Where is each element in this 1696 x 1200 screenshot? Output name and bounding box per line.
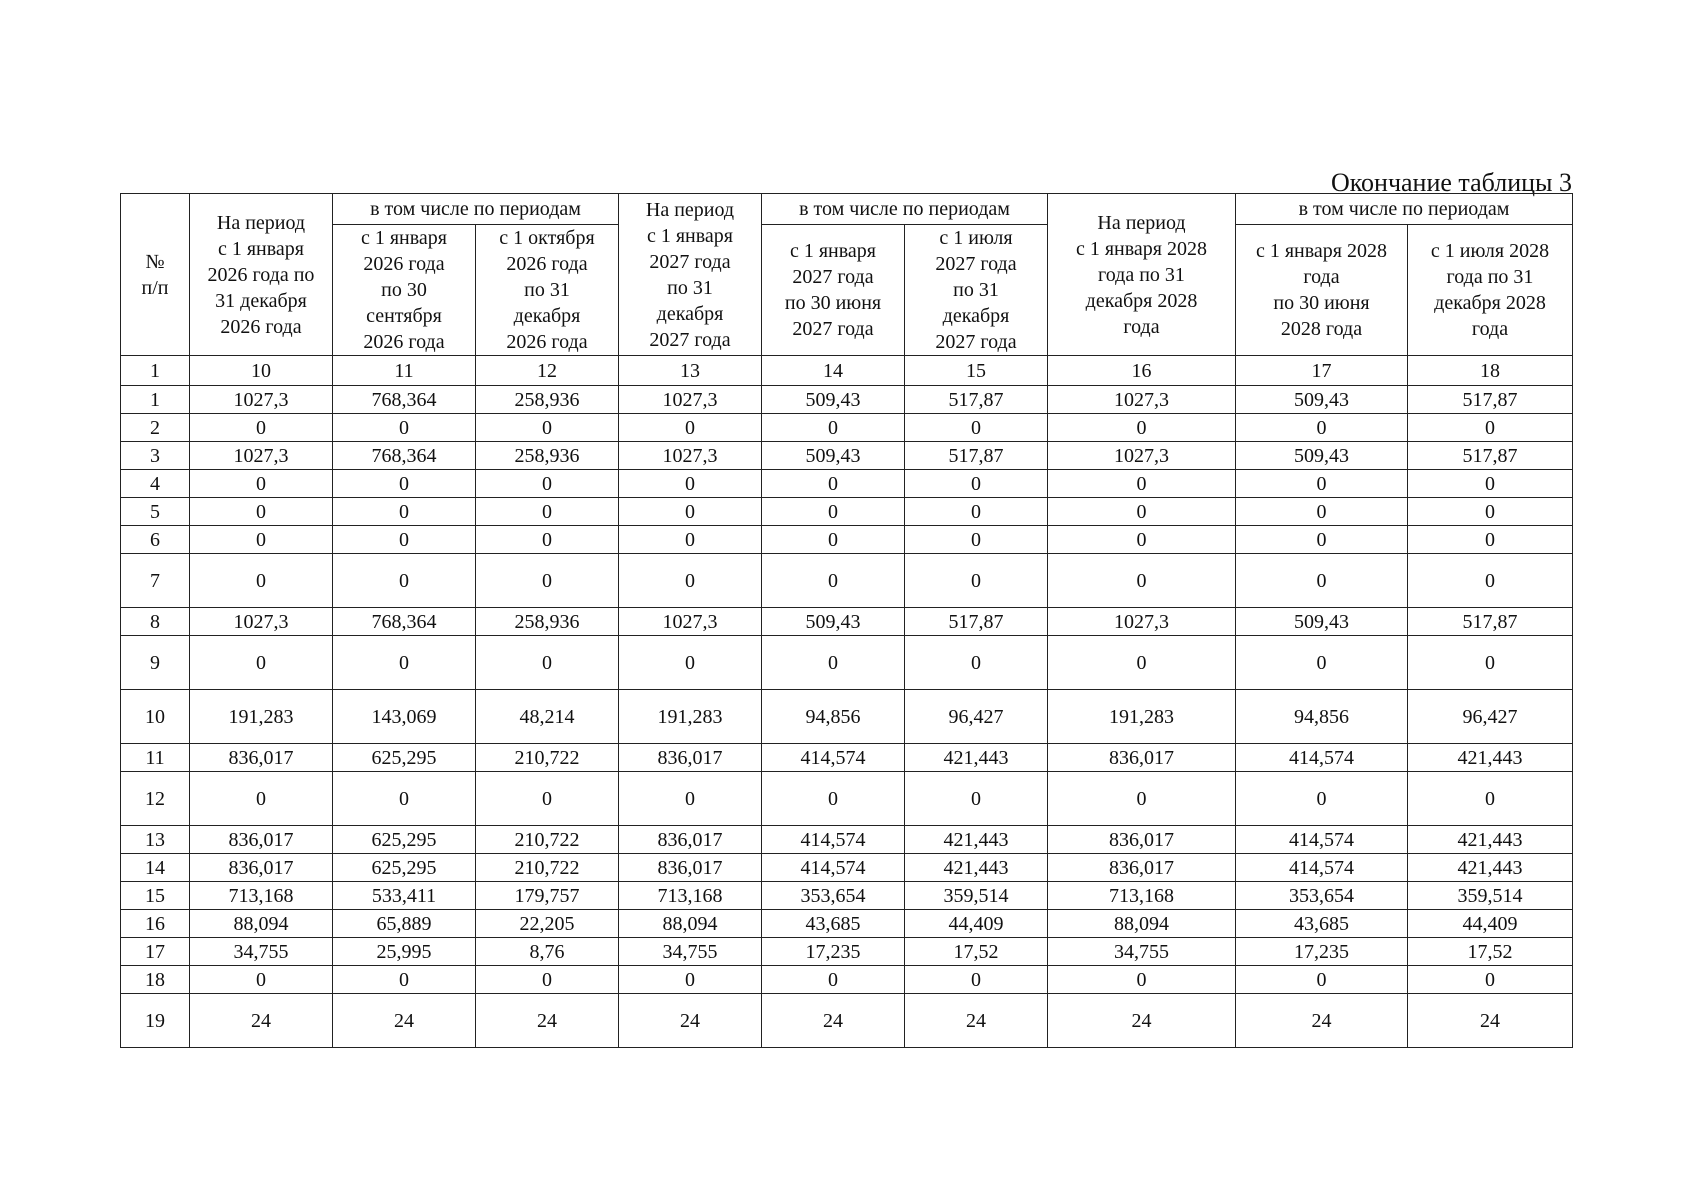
value-cell: 0: [476, 636, 619, 690]
value-cell: 24: [619, 994, 762, 1048]
value-cell: 836,017: [1048, 854, 1236, 882]
value-cell: 0: [762, 966, 905, 994]
value-cell: 0: [190, 636, 333, 690]
header-sub-2026-b: с 1 октября 2026 года по 31 декабря 2026 года: [476, 225, 619, 356]
row-number-cell: 10: [121, 690, 190, 744]
value-cell: 353,654: [762, 882, 905, 910]
value-cell: 713,168: [190, 882, 333, 910]
value-cell: 17,52: [905, 938, 1048, 966]
value-cell: 1027,3: [190, 608, 333, 636]
value-cell: 509,43: [1236, 442, 1408, 470]
value-cell: 414,574: [1236, 826, 1408, 854]
value-cell: 25,995: [333, 938, 476, 966]
value-cell: 44,409: [1408, 910, 1573, 938]
value-cell: 88,094: [619, 910, 762, 938]
value-cell: 517,87: [905, 386, 1048, 414]
table-body: [121, 386, 1573, 1048]
value-cell: 1027,3: [619, 442, 762, 470]
header-sub-2026-a: с 1 января 2026 года по 30 сентября 2026 года: [333, 225, 476, 356]
value-cell: 0: [905, 470, 1048, 498]
row-number-cell: 6: [121, 526, 190, 554]
row-number-cell: 1: [121, 386, 190, 414]
value-cell: 8,76: [476, 938, 619, 966]
value-cell: 414,574: [762, 826, 905, 854]
value-cell: 258,936: [476, 386, 619, 414]
value-cell: 0: [1236, 554, 1408, 608]
row-number-cell: 2: [121, 414, 190, 442]
value-cell: 421,443: [1408, 854, 1573, 882]
value-cell: 24: [1408, 994, 1573, 1048]
value-cell: 0: [190, 526, 333, 554]
value-cell: 509,43: [762, 608, 905, 636]
value-cell: 421,443: [1408, 744, 1573, 772]
row-number-cell: 11: [121, 744, 190, 772]
value-cell: 0: [333, 498, 476, 526]
value-cell: 24: [333, 994, 476, 1048]
value-cell: 0: [1236, 414, 1408, 442]
value-cell: 48,214: [476, 690, 619, 744]
table-row: [121, 636, 1573, 690]
value-cell: 96,427: [905, 690, 1048, 744]
value-cell: 517,87: [905, 442, 1048, 470]
column-number: 14: [762, 356, 905, 386]
value-cell: 0: [905, 772, 1048, 826]
value-cell: 359,514: [905, 882, 1048, 910]
table-row: [121, 826, 1573, 854]
value-cell: 713,168: [619, 882, 762, 910]
value-cell: 0: [905, 966, 1048, 994]
value-cell: 0: [1236, 772, 1408, 826]
value-cell: 34,755: [190, 938, 333, 966]
header-row-top: [121, 194, 1573, 225]
value-cell: 0: [476, 526, 619, 554]
value-cell: 0: [1236, 636, 1408, 690]
value-cell: 836,017: [1048, 744, 1236, 772]
table-row: [121, 910, 1573, 938]
value-cell: 0: [905, 526, 1048, 554]
table-row: [121, 966, 1573, 994]
value-cell: 1027,3: [1048, 442, 1236, 470]
value-cell: 22,205: [476, 910, 619, 938]
value-cell: 421,443: [1408, 826, 1573, 854]
value-cell: 24: [190, 994, 333, 1048]
value-cell: 0: [1048, 414, 1236, 442]
column-number: 1: [121, 356, 190, 386]
value-cell: 0: [190, 470, 333, 498]
column-number: 17: [1236, 356, 1408, 386]
header-row-sub: [121, 225, 1573, 356]
header-period-2026: На период с 1 января 2026 года по 31 декабря 2026 года: [190, 194, 333, 356]
table-row: [121, 442, 1573, 470]
value-cell: 517,87: [905, 608, 1048, 636]
value-cell: 836,017: [619, 826, 762, 854]
value-cell: 0: [476, 966, 619, 994]
row-number-cell: 8: [121, 608, 190, 636]
table-row: [121, 744, 1573, 772]
value-cell: 0: [762, 636, 905, 690]
value-cell: 0: [762, 470, 905, 498]
header-sub-2028-a: с 1 января 2028 года по 30 июня 2028 года: [1236, 225, 1408, 356]
value-cell: 0: [619, 966, 762, 994]
table-row: [121, 608, 1573, 636]
value-cell: 191,283: [1048, 690, 1236, 744]
value-cell: 517,87: [1408, 608, 1573, 636]
value-cell: 0: [1236, 498, 1408, 526]
header-group-2027: в том числе по периодам: [762, 194, 1048, 225]
value-cell: 0: [1236, 966, 1408, 994]
value-cell: 0: [476, 772, 619, 826]
value-cell: 0: [1408, 554, 1573, 608]
column-number-row: [121, 356, 1573, 386]
table-caption: Окончание таблицы 3: [1330, 168, 1572, 197]
value-cell: 0: [762, 526, 905, 554]
row-number-cell: 16: [121, 910, 190, 938]
value-cell: 1027,3: [619, 386, 762, 414]
table-row: [121, 386, 1573, 414]
header-sub-2028-b: с 1 июля 2028 года по 31 декабря 2028 года: [1408, 225, 1573, 356]
column-number: 13: [619, 356, 762, 386]
value-cell: 0: [619, 470, 762, 498]
value-cell: 414,574: [1236, 744, 1408, 772]
value-cell: 24: [762, 994, 905, 1048]
value-cell: 0: [905, 414, 1048, 442]
value-cell: 43,685: [1236, 910, 1408, 938]
value-cell: 24: [476, 994, 619, 1048]
row-number-cell: 3: [121, 442, 190, 470]
value-cell: 17,235: [1236, 938, 1408, 966]
value-cell: 0: [905, 498, 1048, 526]
value-cell: 359,514: [1408, 882, 1573, 910]
value-cell: 0: [762, 554, 905, 608]
value-cell: 24: [1048, 994, 1236, 1048]
value-cell: 625,295: [333, 744, 476, 772]
value-cell: 0: [619, 636, 762, 690]
table-container: [120, 193, 1573, 1048]
value-cell: 191,283: [190, 690, 333, 744]
value-cell: 0: [1048, 526, 1236, 554]
value-cell: 0: [1408, 470, 1573, 498]
value-cell: 836,017: [619, 744, 762, 772]
table-row: [121, 882, 1573, 910]
value-cell: 0: [762, 772, 905, 826]
value-cell: 836,017: [1048, 826, 1236, 854]
value-cell: 0: [476, 470, 619, 498]
row-number-cell: 14: [121, 854, 190, 882]
row-number-cell: 5: [121, 498, 190, 526]
header-group-2028: в том числе по периодам: [1236, 194, 1573, 225]
value-cell: 210,722: [476, 826, 619, 854]
value-cell: 1027,3: [619, 608, 762, 636]
value-cell: 0: [1408, 636, 1573, 690]
row-number-cell: 9: [121, 636, 190, 690]
column-number: 11: [333, 356, 476, 386]
value-cell: 421,443: [905, 854, 1048, 882]
value-cell: 0: [905, 554, 1048, 608]
table-row: [121, 498, 1573, 526]
value-cell: 0: [333, 966, 476, 994]
header-group-2026: в том числе по периодам: [333, 194, 619, 225]
value-cell: 88,094: [190, 910, 333, 938]
value-cell: 0: [619, 772, 762, 826]
value-cell: 0: [1048, 498, 1236, 526]
value-cell: 0: [476, 414, 619, 442]
value-cell: 258,936: [476, 442, 619, 470]
value-cell: 0: [1048, 554, 1236, 608]
value-cell: 0: [333, 470, 476, 498]
value-cell: 0: [190, 498, 333, 526]
row-number-cell: 18: [121, 966, 190, 994]
row-number-cell: 13: [121, 826, 190, 854]
value-cell: 179,757: [476, 882, 619, 910]
value-cell: 414,574: [762, 854, 905, 882]
value-cell: 517,87: [1408, 442, 1573, 470]
value-cell: 836,017: [190, 744, 333, 772]
value-cell: 1027,3: [1048, 386, 1236, 414]
value-cell: 0: [619, 554, 762, 608]
value-cell: 353,654: [1236, 882, 1408, 910]
table-row: [121, 854, 1573, 882]
value-cell: 94,856: [762, 690, 905, 744]
column-number: 10: [190, 356, 333, 386]
value-cell: 509,43: [762, 442, 905, 470]
value-cell: 0: [333, 772, 476, 826]
value-cell: 0: [1408, 526, 1573, 554]
value-cell: 517,87: [1408, 386, 1573, 414]
value-cell: 96,427: [1408, 690, 1573, 744]
value-cell: 88,094: [1048, 910, 1236, 938]
value-cell: 191,283: [619, 690, 762, 744]
value-cell: 0: [1048, 470, 1236, 498]
value-cell: 0: [333, 554, 476, 608]
table-row: [121, 938, 1573, 966]
value-cell: 768,364: [333, 608, 476, 636]
row-number-cell: 17: [121, 938, 190, 966]
value-cell: 1027,3: [190, 386, 333, 414]
value-cell: 34,755: [619, 938, 762, 966]
column-number: 16: [1048, 356, 1236, 386]
value-cell: 414,574: [762, 744, 905, 772]
value-cell: 0: [762, 414, 905, 442]
table-row: [121, 414, 1573, 442]
table-row: [121, 470, 1573, 498]
header-sub-2027-b: с 1 июля 2027 года по 31 декабря 2027 года: [905, 225, 1048, 356]
column-number: 15: [905, 356, 1048, 386]
value-cell: 0: [190, 772, 333, 826]
value-cell: 0: [1236, 526, 1408, 554]
value-cell: 0: [190, 966, 333, 994]
value-cell: 94,856: [1236, 690, 1408, 744]
value-cell: 1027,3: [190, 442, 333, 470]
value-cell: 24: [905, 994, 1048, 1048]
header-period-2027: На период с 1 января 2027 года по 31 декабря 2027 года: [619, 194, 762, 356]
value-cell: 0: [476, 554, 619, 608]
value-cell: 0: [619, 414, 762, 442]
value-cell: 836,017: [619, 854, 762, 882]
value-cell: 0: [1408, 966, 1573, 994]
table-row: [121, 772, 1573, 826]
row-number-cell: 4: [121, 470, 190, 498]
value-cell: 509,43: [1236, 386, 1408, 414]
value-cell: 34,755: [1048, 938, 1236, 966]
value-cell: 625,295: [333, 826, 476, 854]
table-row: [121, 554, 1573, 608]
value-cell: 0: [1048, 966, 1236, 994]
header-row-number: № п/п: [121, 194, 190, 356]
value-cell: 0: [1236, 470, 1408, 498]
value-cell: 509,43: [1236, 608, 1408, 636]
value-cell: 0: [1408, 414, 1573, 442]
value-cell: 65,889: [333, 910, 476, 938]
value-cell: 414,574: [1236, 854, 1408, 882]
tariff-table: [120, 193, 1573, 1048]
value-cell: 0: [333, 414, 476, 442]
value-cell: 0: [762, 498, 905, 526]
value-cell: 0: [905, 636, 1048, 690]
row-number-cell: 15: [121, 882, 190, 910]
value-cell: 509,43: [762, 386, 905, 414]
value-cell: 768,364: [333, 386, 476, 414]
value-cell: 0: [476, 498, 619, 526]
value-cell: 0: [1408, 772, 1573, 826]
value-cell: 768,364: [333, 442, 476, 470]
value-cell: 421,443: [905, 744, 1048, 772]
value-cell: 0: [1048, 772, 1236, 826]
value-cell: 0: [190, 554, 333, 608]
value-cell: 0: [619, 526, 762, 554]
value-cell: 143,069: [333, 690, 476, 744]
row-number-cell: 7: [121, 554, 190, 608]
table-row: [121, 994, 1573, 1048]
row-number-cell: 12: [121, 772, 190, 826]
value-cell: 0: [333, 526, 476, 554]
value-cell: 0: [619, 498, 762, 526]
value-cell: 43,685: [762, 910, 905, 938]
value-cell: 0: [1408, 498, 1573, 526]
value-cell: 17,235: [762, 938, 905, 966]
value-cell: 0: [1048, 636, 1236, 690]
header-period-2028: На период с 1 января 2028 года по 31 декабря 2028 года: [1048, 194, 1236, 356]
value-cell: 0: [190, 414, 333, 442]
value-cell: 0: [333, 636, 476, 690]
value-cell: 44,409: [905, 910, 1048, 938]
value-cell: 836,017: [190, 826, 333, 854]
table-row: [121, 690, 1573, 744]
value-cell: 17,52: [1408, 938, 1573, 966]
value-cell: 533,411: [333, 882, 476, 910]
value-cell: 836,017: [190, 854, 333, 882]
value-cell: 210,722: [476, 854, 619, 882]
value-cell: 421,443: [905, 826, 1048, 854]
value-cell: 24: [1236, 994, 1408, 1048]
value-cell: 713,168: [1048, 882, 1236, 910]
value-cell: 625,295: [333, 854, 476, 882]
header-sub-2027-a: с 1 января 2027 года по 30 июня 2027 года: [762, 225, 905, 356]
value-cell: 258,936: [476, 608, 619, 636]
table-row: [121, 526, 1573, 554]
column-number: 12: [476, 356, 619, 386]
value-cell: 210,722: [476, 744, 619, 772]
column-number: 18: [1408, 356, 1573, 386]
row-number-cell: 19: [121, 994, 190, 1048]
value-cell: 1027,3: [1048, 608, 1236, 636]
